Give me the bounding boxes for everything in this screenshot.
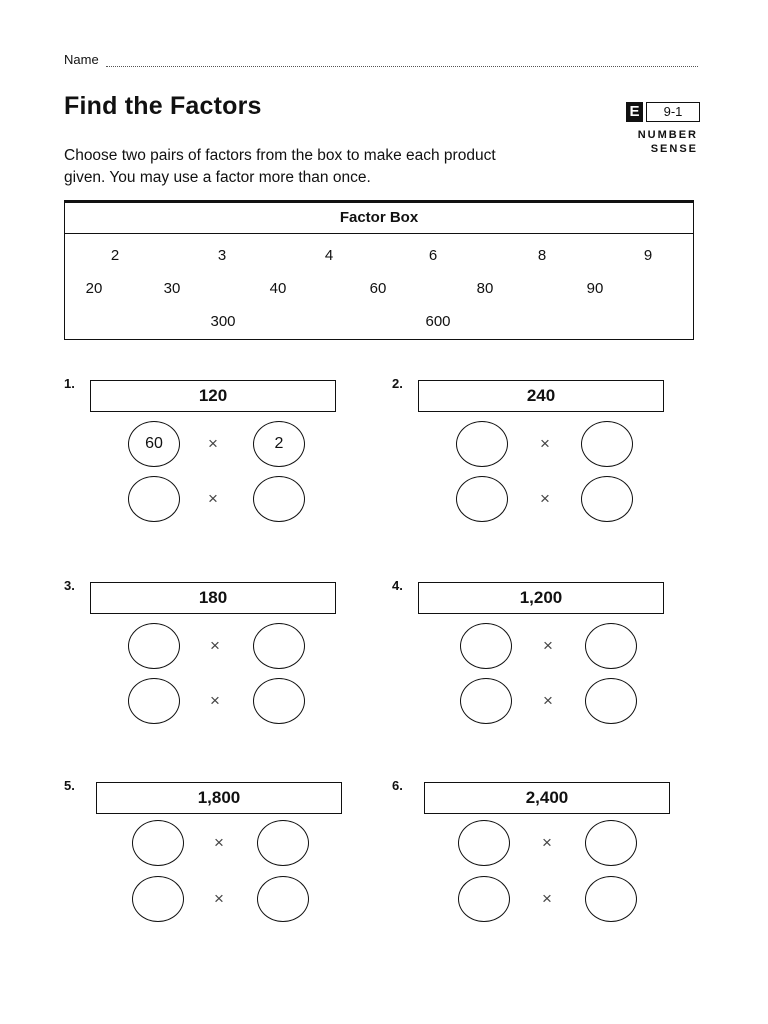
factor-answer-circle[interactable] [458, 820, 510, 866]
problem-number: 6. [392, 778, 403, 793]
product-box: 1,800 [96, 782, 342, 814]
times-symbol: × [208, 489, 218, 508]
factor-answer-circle[interactable]: 60 [128, 421, 180, 467]
factor-answer-circle[interactable] [585, 678, 637, 724]
problem-1 [64, 376, 364, 536]
instructions: Choose two pairs of factors from the box to make each product given. You may use a factor more than once. [64, 147, 496, 186]
times-symbol: × [543, 636, 553, 655]
times-symbol: × [540, 489, 550, 508]
badge-letter: E [626, 102, 643, 122]
factor-answer-circle[interactable] [128, 678, 180, 724]
problem-2 [392, 376, 692, 536]
factor-answer-circle[interactable] [585, 623, 637, 669]
problem-number: 1. [64, 376, 75, 391]
factor-number: 90 [586, 280, 604, 297]
product-box: 2,400 [424, 782, 670, 814]
times-symbol: × [210, 691, 220, 710]
times-symbol: × [214, 889, 224, 908]
problem-number: 4. [392, 578, 403, 593]
factor-answer-circle[interactable] [456, 421, 508, 467]
times-symbol: × [214, 833, 224, 852]
factor-answer-circle[interactable] [253, 623, 305, 669]
times-symbol: × [542, 833, 552, 852]
factor-number: 2 [110, 247, 120, 264]
badge-code: 9-1 [646, 102, 700, 122]
times-symbol: × [208, 434, 218, 453]
factor-number: 80 [476, 280, 494, 297]
problem-4 [392, 578, 692, 738]
product-box: 180 [90, 582, 336, 614]
product-box: 120 [90, 380, 336, 412]
problem-number: 5. [64, 778, 75, 793]
factor-number: 600 [425, 313, 451, 330]
factor-box [64, 200, 694, 340]
product-box: 240 [418, 380, 664, 412]
factor-answer-circle[interactable] [132, 876, 184, 922]
factor-number: 3 [217, 247, 227, 264]
times-symbol: × [543, 691, 553, 710]
factor-answer-circle[interactable] [458, 876, 510, 922]
name-label: Name [64, 52, 99, 67]
factor-answer-circle[interactable] [581, 476, 633, 522]
name-line[interactable] [106, 66, 698, 67]
problem-6 [392, 778, 692, 938]
factor-answer-circle[interactable] [128, 476, 180, 522]
factor-answer-circle[interactable] [460, 623, 512, 669]
factor-number: 4 [324, 247, 334, 264]
product-box: 1,200 [418, 582, 664, 614]
times-symbol: × [210, 636, 220, 655]
factor-answer-circle[interactable] [257, 876, 309, 922]
factor-answer-circle[interactable]: 2 [253, 421, 305, 467]
factor-answer-circle[interactable] [257, 820, 309, 866]
problem-3 [64, 578, 364, 738]
factor-box-title: Factor Box [65, 203, 693, 234]
problem-number: 2. [392, 376, 403, 391]
factor-number: 9 [643, 247, 653, 264]
topic-label [608, 128, 698, 156]
factor-answer-circle[interactable] [253, 476, 305, 522]
factor-number: 6 [428, 247, 438, 264]
topic-line: NUMBER [637, 129, 698, 141]
factor-answer-circle[interactable] [585, 820, 637, 866]
factor-answer-circle[interactable] [253, 678, 305, 724]
factor-answer-circle[interactable] [585, 876, 637, 922]
times-symbol: × [540, 434, 550, 453]
factor-answer-circle[interactable] [128, 623, 180, 669]
factor-answer-circle[interactable] [456, 476, 508, 522]
page-title: Find the Factors [64, 92, 262, 120]
problem-5 [64, 778, 364, 938]
factor-number: 40 [269, 280, 287, 297]
times-symbol: × [542, 889, 552, 908]
topic-line: SENSE [650, 143, 698, 155]
problem-number: 3. [64, 578, 75, 593]
factor-number: 60 [369, 280, 387, 297]
factor-number: 30 [163, 280, 181, 297]
factor-number: 300 [210, 313, 236, 330]
factor-number: 20 [85, 280, 103, 297]
factor-answer-circle[interactable] [460, 678, 512, 724]
factor-answer-circle[interactable] [581, 421, 633, 467]
factor-answer-circle[interactable] [132, 820, 184, 866]
factor-number: 8 [537, 247, 547, 264]
lesson-badge [626, 102, 698, 124]
